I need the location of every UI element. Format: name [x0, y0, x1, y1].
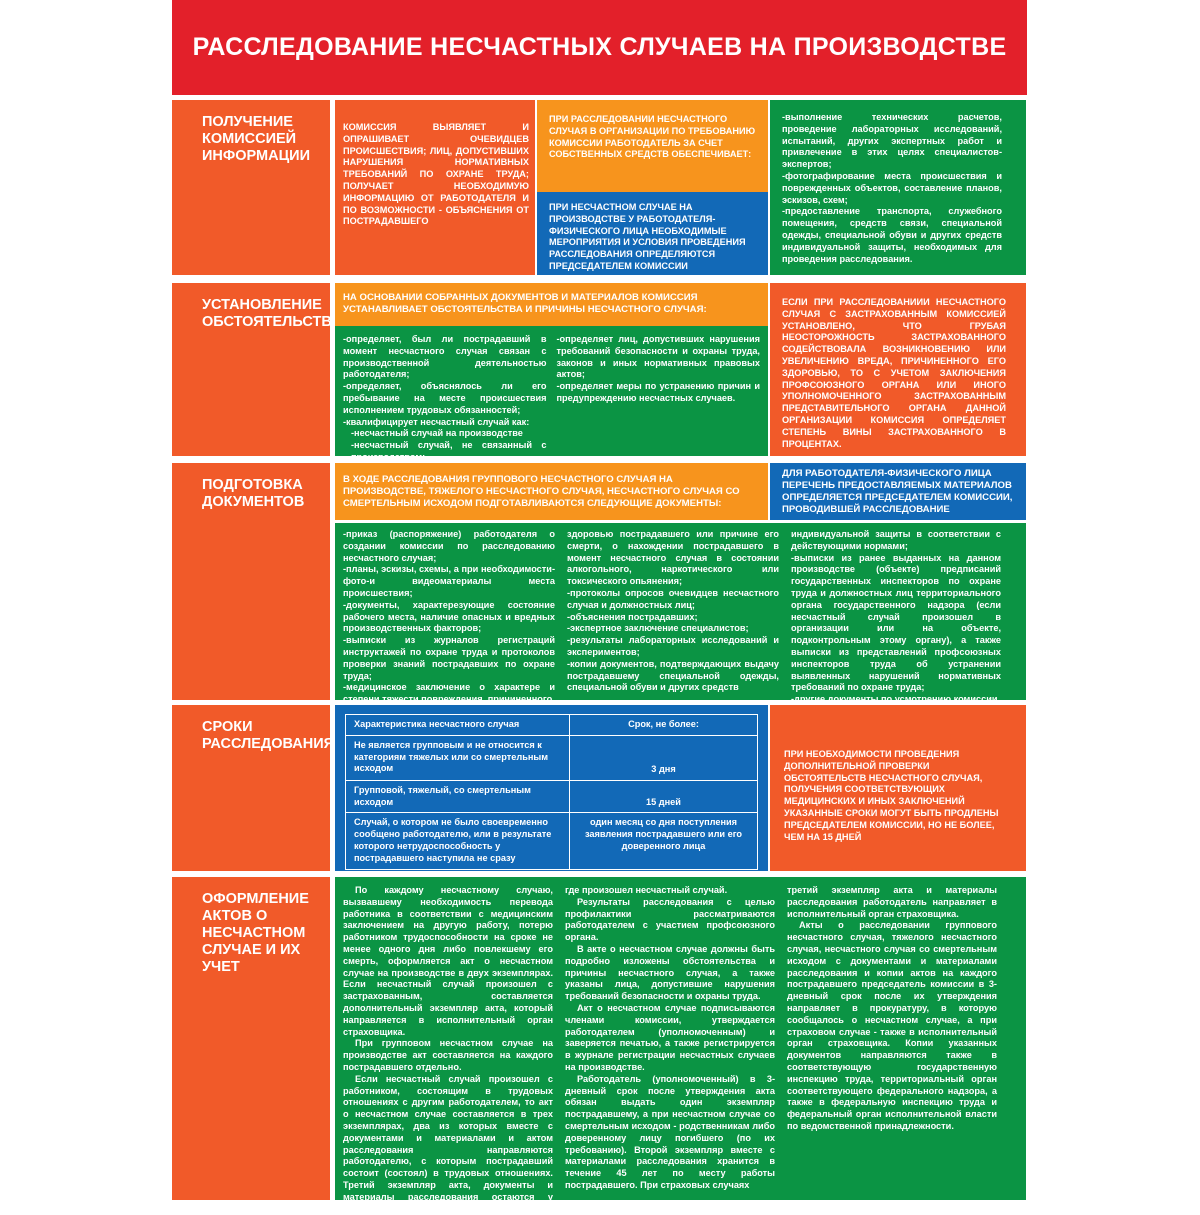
paragraph: По каждому несчастному случаю, вызвавшему необходимость перевода работника в соответствии с медицинским заключением на другую работу, потерю работником трудоспособности на сроке не менее одного дня либо повлекшему его смерть, оформляется акт о несчастном случае на производстве в двух экземплярах. Если несчастный случай произошел с застрахованным, составляется дополнительный экземпляр акта, который направляется в исполнительный орган страховщика. [343, 885, 553, 1037]
provisions-list [782, 112, 1002, 265]
list-item: -протоколы опросов очевидцев несчастного случая и должностных лиц; [567, 587, 779, 610]
list-item: -документы, характерезующие состояние рабочего места, наличие опасных и вредных производственных факторов; [343, 599, 555, 634]
documents-header-box [335, 463, 768, 520]
section-label-terms: СРОКИ РАССЛЕДОВАНИЯ [172, 705, 330, 871]
table-header: Срок, не более: [570, 715, 758, 736]
negligence-text: ЕСЛИ ПРИ РАССЛЕДОВАНИИИ НЕСЧАСТНОГО СЛУЧАЯ С ЗАСТРАХОВАННЫМ КОМИССИЕЙ УСТАНОВЛЕНО, ЧТО ГРУБАЯ НЕОСТОРОЖНОСТЬ ЗАСТРАХОВАННОГО СОДЕЙСТВОВАЛА ВОЗНИКНОВЕНИЮ ИЛИ УВЕЛИЧЕНИЮ ВРЕДА, ПРИЧИНЕННОГО ЕГО ЗДОРОВЬЮ, ТО С УЧЕТОМ ЗАКЛЮЧЕНИЯ ПРОФСОЮЗНОГО ОРГАНА ИЛИ ИНОГО УПОЛНОМОЧЕННОГО ЗАСТРАХОВАННЫМ ПРЕДСТАВИТЕЛЬНОГО ОРГАНА ДАННОЙ ОРГАНИЗАЦИИ КОМИССИЯ ОПРЕДЕЛЯЕТ СТЕПЕНЬ ВИНЫ ЗАСТРАХОВАННОГО В ПРОЦЕНТАХ. [782, 297, 1006, 449]
circumstances-header-box [335, 283, 768, 326]
acts-col-2 [565, 885, 775, 1200]
circumstances-col-2 [557, 334, 761, 456]
paragraph: В акте о несчастном случае должны быть подробно изложены обстоятельства и причины несчастного случая, а также указаны лица, допустившие нарушения требований безопасности и охраны труда. [565, 943, 775, 1002]
extension-box [770, 705, 1026, 871]
commission-text: КОМИССИЯ ВЫЯВЛЯЕТ И ОПРАШИВАЕТ ОЧЕВИДЦЕВ ПРОИСШЕСТВИЯ; ЛИЦ, ДОПУСТИВШИХ НАРУШЕНИЯ НОРМАТИВНЫХ ТРЕБОВАНИЙ ПО ОХРАНЕ ТРУДА; ПОЛУЧАЕТ НЕОБХОДИМУЮ ИНФОРМАЦИЮ ОТ РАБОТОДАТЕЛЯ И ПО ВОЗМОЖНОСТИ - ОБЪЯСНЕНИЯ ОТ ПОСТРАДАВШЕГО [343, 122, 529, 227]
documents-header: В ХОДЕ РАССЛЕДОВАНИЯ ГРУППОВОГО НЕСЧАСТНОГО СЛУЧАЯ НА ПРОИЗВОДСТВЕ, ТЯЖЕЛОГО НЕСЧАСТНОГО СЛУЧАЯ, НЕСЧАСТНОГО СЛУЧАЯ СО СМЕРТЕЛЬНЫМ ИСХОДОМ ПОДГОТАВЛИВАЮТСЯ СЛЕДУЮЩИЕ ДОКУМЕНТЫ: [343, 474, 740, 509]
commission-box [335, 100, 535, 275]
employer-text: ПРИ РАССЛЕДОВАНИИ НЕСЧАСТНОГО СЛУЧАЯ В ОРГАНИЗАЦИИ ПО ТРЕБОВАНИЮ КОМИССИИ РАБОТОДАТЕЛЬ ЗА СЧЕТ СОБСТВЕННЫХ СРЕДСТВ ОБЕСПЕЧИВАЕТ: [549, 114, 756, 160]
paragraph: Если несчастный случай произошел с работником, состоящим в трудовых отношениях с другим работодателем, то акт о несчастном случае составляется в трех экземплярах, два из которых вместе с документами и материалами и актом расследования направляются работодателю, с которым пострадавший состоит (состоял) в трудовых отношениях. Третий экземпляр акта, документы и материалы расследования остаются у работодателя, [343, 1073, 553, 1214]
table-header: Характеристика несчастного случая [346, 715, 570, 736]
individual-documents-box [770, 463, 1026, 520]
list-item: здоровью пострадавшего или причине его смерти, о нахождении пострадавшего в момент несчастного случая в состоянии алкогольного, наркотического или токсического опьянения; [567, 529, 779, 587]
paragraph: Работодатель (уполномоченный) в 3-дневный срок после утверждения акта обязан выдать один экземпляр пострадавшему, а при несчастном случае со смертельным исходом - родственникам либо доверенному лицу погибшего (по их требованию). Второй экземпляр вместе с материалами расследования хранится в течение 45 лет по месту работы пострадавшего. При страховых случаях [565, 1073, 775, 1190]
list-item: -выписки из ранее выданных на данном производстве (объекте) предписаний государственных инспекторов по охране труда и должностных лиц территориального органа государственного надзора (если несчастный случай произошел в организации или на объекте, подконтрольным этому органу), а также выписки из представлений профсоюзных инспекторов труда об устранении выявленных нарушений нормативных требований по охране труда; [791, 552, 1001, 693]
extension-text: ПРИ НЕОБХОДИМОСТИ ПРОВЕДЕНИЯ ДОПОЛНИТЕЛЬНОЙ ПРОВЕРКИ ОБСТОЯТЕЛЬСТВ НЕСЧАСТНОГО СЛУЧАЯ, ПОЛУЧЕНИЯ СООТВЕТСТВУЮЩИХ МЕДИЦИНСКИХ И ИНЫХ ЗАКЛЮЧЕНИЙ УКАЗАННЫЕ СРОКИ МОГУТ БЫТЬ ПРОДЛЕНЫ ПРЕДСЕДАТЕЛЕМ КОМИССИИ, НО НЕ БОЛЕЕ, ЧЕМ НА 15 ДНЕЙ [784, 749, 999, 842]
terms-table [345, 714, 758, 870]
list-item: -медицинское заключение о характере и степени тяжести повреждения, причиненного [343, 682, 555, 705]
list-item: индивидуальной защиты в соответствии с действующими нормами; [791, 529, 1001, 551]
documents-col-1 [343, 529, 555, 705]
paragraph: Акты о расследовании группового несчастного случая, тяжелого несчастного случая, несчастного случая со смертельным исходом с документами и материалами расследования и копии актов на каждого пострадавшего председатель комиссии в 3-дневный срок после их утверждения направляет в прокуратуру, в которую сообщалось о несчастном случае, а при страховом случае - также в исполнительный орган страховщика. Копии указанных документов направляются также в соответствующую государственную инспекцию труда, территориальный орган соответствующего федерального надзора, а также в федеральную инспекцию труда и федеральный орган исполнительной власти по ведомственной принадлежности. [787, 920, 997, 1131]
section-label-documents: ПОДГОТОВКА ДОКУМЕНТОВ [172, 463, 330, 700]
table-cell: 15 дней [570, 780, 758, 813]
table-cell: 3 дня [570, 735, 758, 780]
list-item: -предоставление транспорта, служебного помещения, средств связи, специальной одежды, специальной обуви и других средств индивидуальной защиты, необходимых для проведения расследования. [782, 206, 1002, 264]
section-label-acts: ОФОРМЛЕНИЕ АКТОВ О НЕСЧАСТНОМ СЛУЧАЕ И ИХ УЧЕТ [172, 877, 330, 1200]
circumstances-col-1 [343, 334, 547, 462]
table-cell: Не является групповым и не относится к категориям тяжелых или со смертельным исходом [346, 735, 570, 780]
table-cell: один месяц со дня поступления заявления пострадавшего или его доверенного лица [570, 813, 758, 869]
table-row [346, 735, 758, 780]
list-item: -несчастный случай, не связанный с производством; [351, 440, 547, 462]
page-title: РАССЛЕДОВАНИЕ НЕСЧАСТНЫХ СЛУЧАЕВ НА ПРОИЗВОДСТВЕ [172, 0, 1027, 95]
list-item: -результаты лабораторных исследований и экспериментов; [567, 635, 779, 657]
section-label-circumstances: УСТАНОВЛЕНИЕ ОБСТОЯТЕЛЬСТВ [172, 283, 330, 456]
acts-col-1 [343, 885, 553, 1214]
list-item: -определяет лиц, допустивших нарушения требований безопасности и охраны труда, законов и иных нормативных правовых актов; [556, 334, 760, 380]
list-item: -фотографирование места происшествия и поврежденных объектов, составление планов, эскизов, схем; [782, 170, 1002, 205]
paragraph: третий экземпляр акта и материалы расследования работодатель направляет в исполнительный орган страховщика. [787, 885, 997, 919]
list-item: -квалифицирует несчастный случай как: [343, 416, 530, 427]
list-item: -определяет, был ли пострадавший в момент несчастного случая связан с производственной деятельностью работодателя; [343, 334, 547, 380]
paragraph: где произошел несчастный случай. [565, 885, 728, 895]
list-item: -планы, эскизы, схемы, а при необходимости-фото-и видеоматериалы места происшествия; [343, 564, 555, 598]
list-item: -выполнение технических расчетов, проведение лабораторных исследований, испытаний, других экспертных работ и привлечение в этих целях специалистов-экспертов; [782, 112, 1002, 170]
documents-col-3 [791, 529, 1001, 705]
acts-col-3 [787, 885, 997, 1200]
circumstances-header: НА ОСНОВАНИИ СОБРАННЫХ ДОКУМЕНТОВ И МАТЕРИАЛОВ КОМИССИЯ УСТАНАВЛИВАЕТ ОБСТОЯТЕЛЬСТВА И ПРИЧИНЫ НЕСЧАСТНОГО СЛУЧАЯ: [343, 292, 707, 315]
list-item: -копии документов, подтверждающих выдачу пострадавшему специальной одежды, специальной обуви и других средств [567, 658, 779, 693]
employer-box [537, 100, 768, 192]
section-label-info: ПОЛУЧЕНИЕ КОМИССИЕЙ ИНФОРМАЦИИ [172, 100, 330, 275]
list-item: -приказ (распоряжение) работодателя о создании комиссии по расследованию несчастного случая; [343, 529, 555, 563]
table-row [346, 780, 758, 813]
circumstances-box [335, 326, 768, 462]
list-item: -другие документы по усмотрению комиссии. [791, 694, 1001, 705]
individual-documents-text: ДЛЯ РАБОТОДАТЕЛЯ-ФИЗИЧЕСКОГО ЛИЦА ПЕРЕЧЕНЬ ПРЕДОСТАВЛЯЕМЫХ МАТЕРИАЛОВ ОПРЕДЕЛЯЕТСЯ ПРЕДСЕДАТЕЛЕМ КОМИССИИ, ПРОВОДИВШЕЙ РАССЛЕДОВАНИЕ [782, 468, 1013, 515]
list-item: -несчастный случай на производстве [351, 428, 523, 439]
provisions-box [770, 100, 1026, 275]
negligence-box [770, 283, 1026, 456]
list-item: -выписки из журналов регистраций инструктажей по охране труда и протоколов проверки знаний пострадавших по охране труда; [343, 635, 555, 681]
individual-employer-text: ПРИ НЕСЧАСТНОМ СЛУЧАЕ НА ПРОИЗВОДСТВЕ У РАБОТОДАТЕЛЯ-ФИЗИЧЕСКОГО ЛИЦА НЕОБХОДИМЫЕ МЕРОПРИЯТИЯ И УСЛОВИЯ ПРОВЕДЕНИЯ РАССЛЕДОВАНИЯ ОПРЕДЕЛЯЮТСЯ ПРЕДСЕДАТЕЛЕМ КОМИССИИ [549, 202, 746, 271]
list-item: -определяет меры по устранению причин и предупреждению несчастных случаев. [556, 381, 760, 403]
paragraph: При групповом несчастном случае на производстве акт составляется на каждого пострадавшего отдельно. [343, 1038, 553, 1072]
paragraph: Результаты расследования с целью профилактики рассматриваются работодателем с участием профсоюзного органа. [565, 896, 775, 943]
documents-col-2 [567, 529, 779, 700]
list-item: -экспертное заключение специалистов; [567, 623, 749, 634]
list-item: -определяет, объяснялось ли его пребывание на месте происшествия исполнением трудовых обязанностей; [343, 381, 547, 415]
table-row [346, 813, 758, 869]
acts-box [335, 877, 1026, 1214]
table-cell: Случай, о котором не было своевременно сообщено работодателю, или в результате которого нетрудоспособность у пострадавшего наступила не сразу [346, 813, 570, 869]
list-item: -объяснения пострадавших; [567, 611, 698, 622]
table-cell: Групповой, тяжелый, со смертельным исходом [346, 780, 570, 813]
individual-employer-box [537, 192, 768, 275]
terms-table-box [335, 705, 768, 871]
documents-box [335, 523, 1026, 705]
paragraph: Акт о несчастном случае подписываются членами комиссии, утверждается работодателем (уполномоченным) и заверяется печатью, а также регистрируется в журнале регистрации несчастных случаев на производстве. [565, 1002, 775, 1072]
